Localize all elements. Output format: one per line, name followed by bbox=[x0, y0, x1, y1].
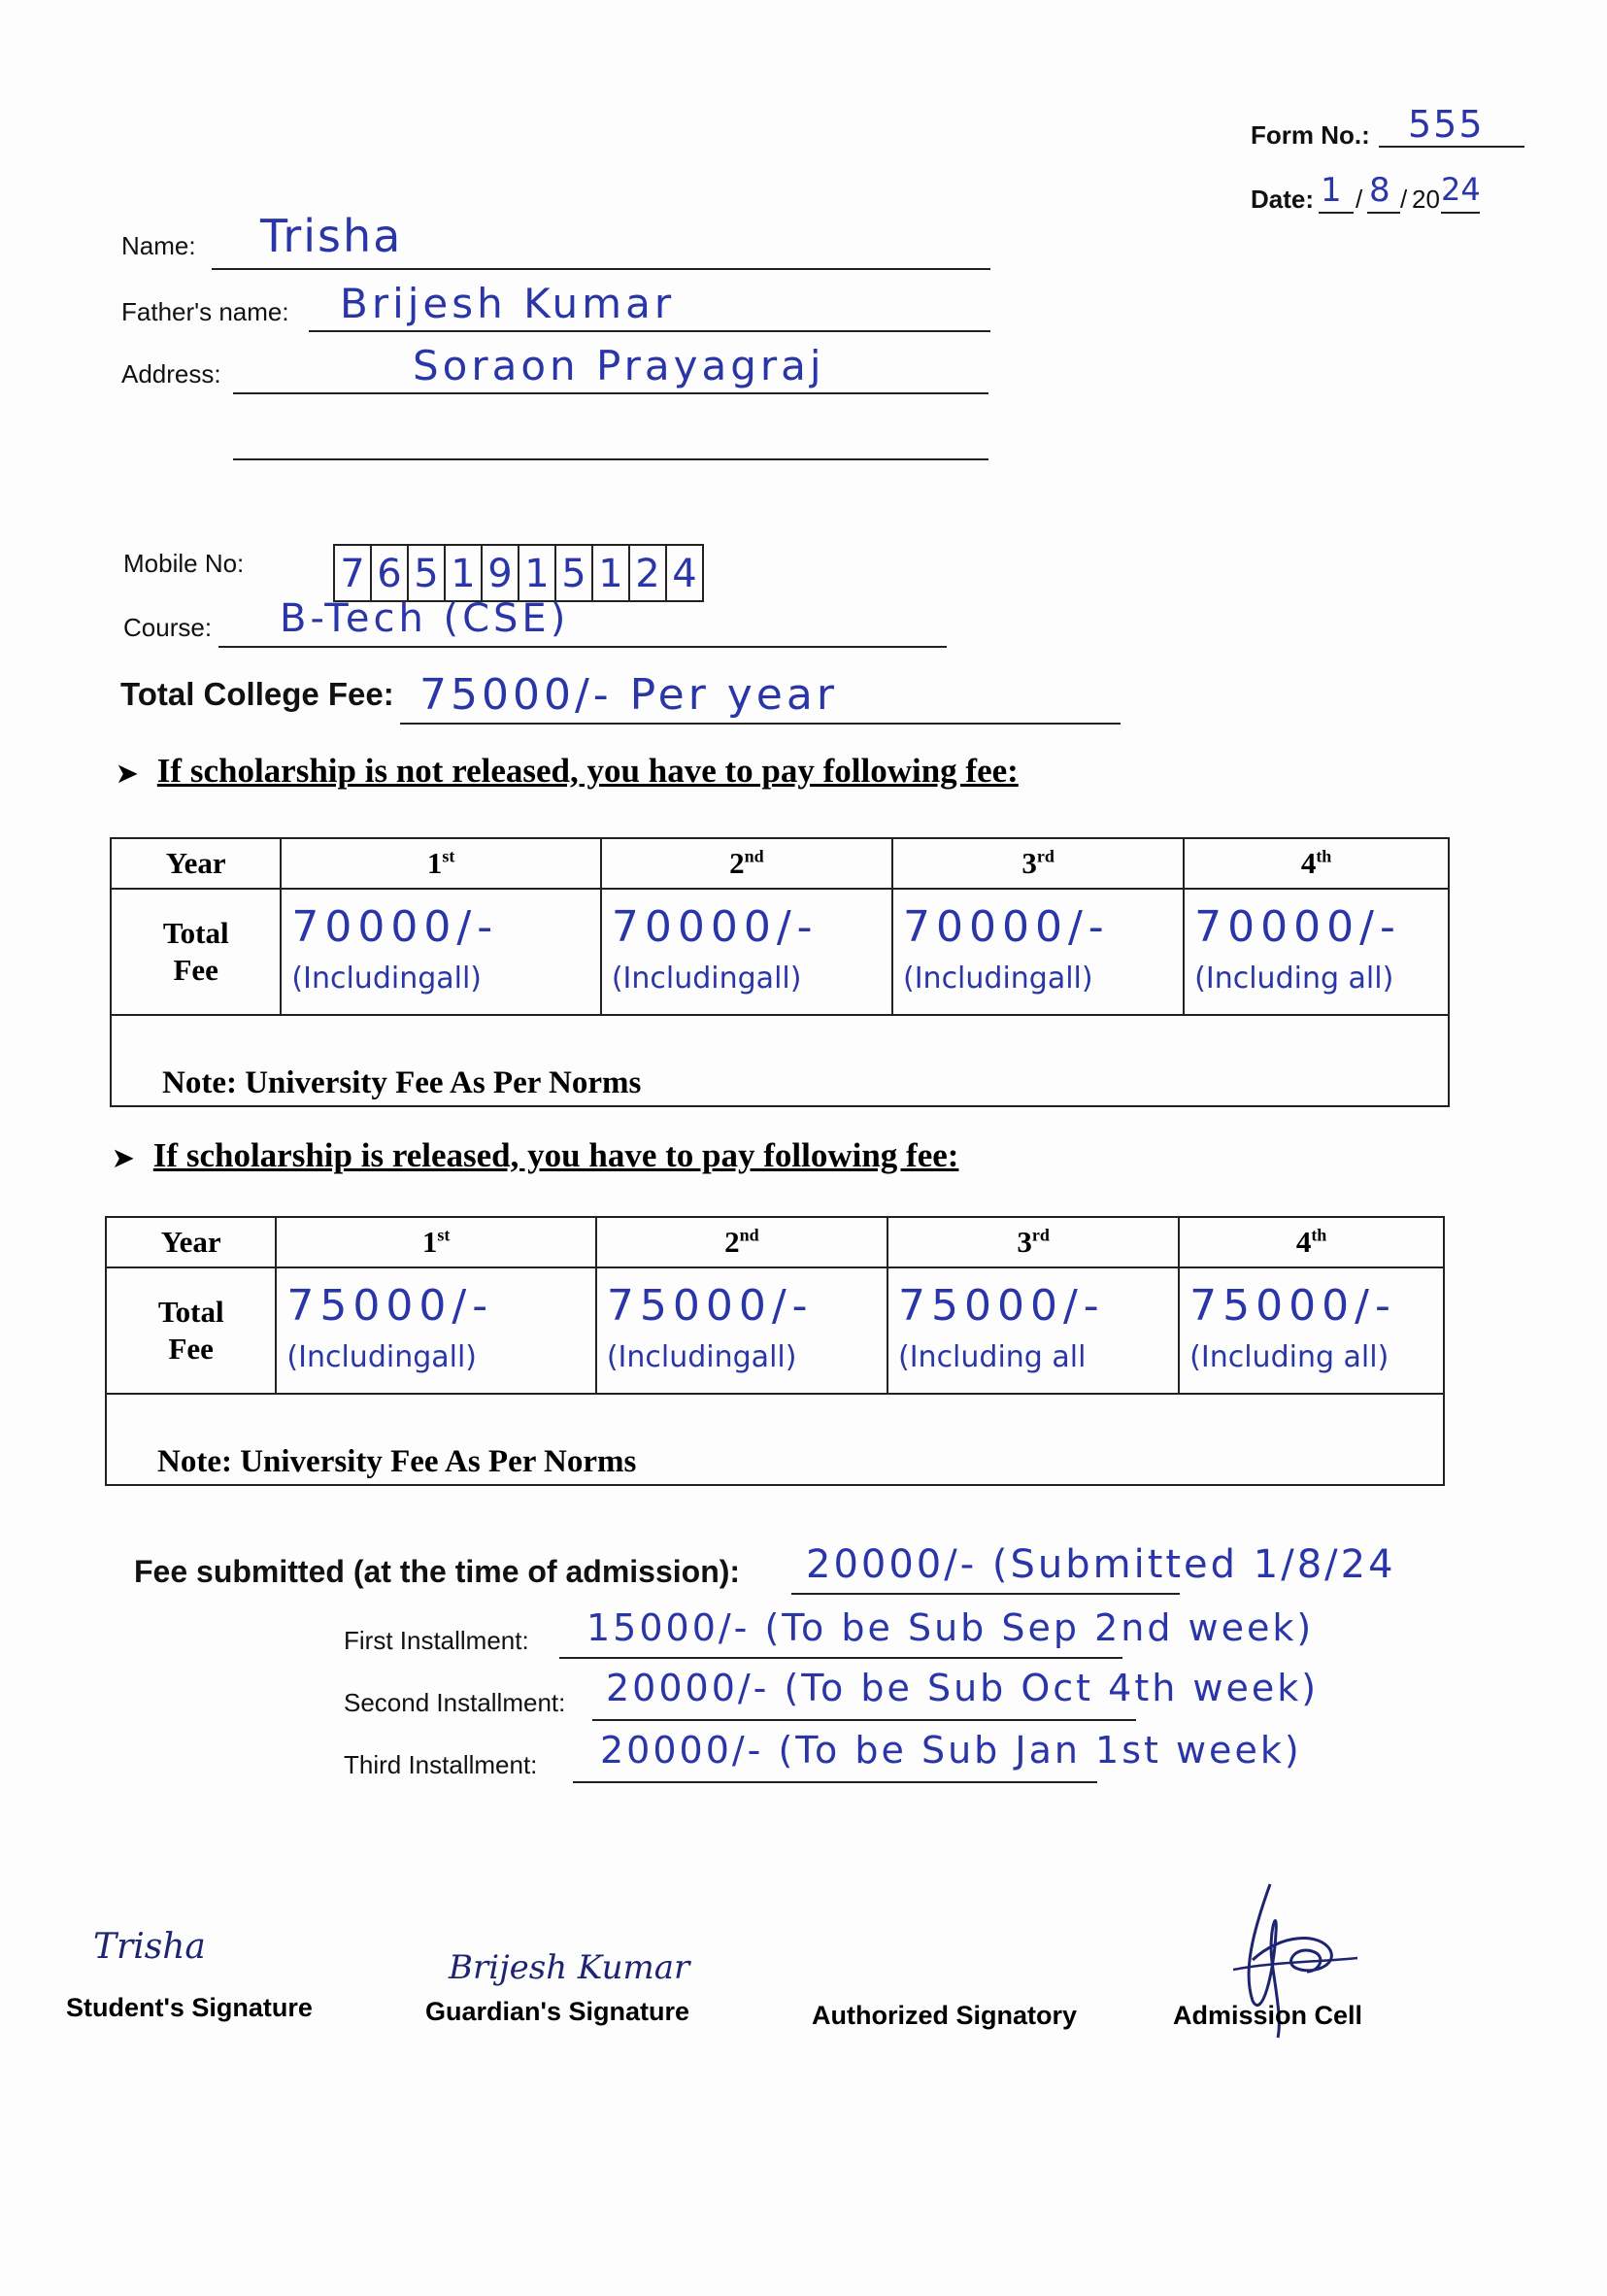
course-line bbox=[218, 646, 947, 648]
year-num: 3 bbox=[1017, 1225, 1032, 1259]
fee-submitted-line bbox=[791, 1593, 1180, 1595]
fee-note: (Includingall) bbox=[286, 1340, 478, 1374]
fee-note: (Includingall) bbox=[291, 962, 483, 996]
fee-amount: 75000/- bbox=[286, 1281, 494, 1331]
second-installment-value: 20000/- (To be Sub Oct 4th week) bbox=[606, 1667, 1320, 1709]
row-label-line: Fee bbox=[173, 953, 218, 987]
year-suffix: st bbox=[437, 1225, 451, 1245]
course-label: Course: bbox=[123, 613, 213, 642]
row-label-line: Total bbox=[162, 916, 229, 950]
table-row bbox=[111, 889, 1449, 1015]
admission-cell-label: Admission Cell bbox=[1173, 2001, 1363, 2030]
arrow-bullet-icon: ➤ bbox=[113, 1144, 134, 1172]
year-col-header bbox=[596, 1217, 887, 1267]
guardian-signature: Brijesh Kumar bbox=[449, 1948, 690, 1987]
address-line-1 bbox=[233, 392, 988, 394]
year-num: 1 bbox=[426, 846, 443, 880]
mobile-digit: 1 bbox=[593, 546, 630, 600]
mobile-label: Mobile No: bbox=[123, 549, 245, 578]
year-suffix: th bbox=[1311, 1225, 1327, 1245]
total-fee-row-label bbox=[106, 1267, 276, 1394]
father-name-label: Father's name: bbox=[121, 297, 289, 326]
date-day: 1 bbox=[1321, 171, 1344, 210]
fee-cell bbox=[276, 1267, 595, 1394]
fee-table-scholarship bbox=[105, 1216, 1445, 1486]
university-fee-note: Note: University Fee As Per Norms bbox=[111, 1015, 1449, 1106]
mobile-digit: 1 bbox=[519, 546, 556, 600]
date-year-line bbox=[1441, 212, 1480, 214]
second-installment-line bbox=[592, 1719, 1136, 1721]
fee-amount: 70000/- bbox=[291, 902, 499, 952]
fee-amount: 70000/- bbox=[903, 902, 1110, 952]
no-scholarship-heading bbox=[117, 752, 1019, 791]
year-num: 2 bbox=[729, 846, 745, 880]
year-num: 4 bbox=[1295, 1225, 1312, 1259]
date-month-line bbox=[1367, 212, 1400, 214]
name-label: Name: bbox=[121, 231, 196, 260]
table-header-row bbox=[106, 1217, 1444, 1267]
address-label: Address: bbox=[121, 359, 221, 388]
fee-amount: 75000/- bbox=[898, 1281, 1105, 1331]
fee-note: (Including all) bbox=[1194, 962, 1394, 996]
name-value: Trisha bbox=[260, 210, 403, 262]
year-col-header bbox=[892, 838, 1184, 889]
table-note-row bbox=[106, 1394, 1444, 1485]
fee-cell bbox=[1184, 889, 1449, 1015]
total-fee-row-label bbox=[111, 889, 281, 1015]
year-num: 3 bbox=[1021, 846, 1037, 880]
fee-note: (Including all) bbox=[1189, 1340, 1389, 1374]
first-installment-value: 15000/- (To be Sub Sep 2nd week) bbox=[586, 1606, 1315, 1649]
fee-submitted-value: 20000/- (Submitted 1/8/24 bbox=[806, 1542, 1396, 1587]
mobile-digit: 2 bbox=[630, 546, 667, 600]
year-header: Year bbox=[106, 1217, 276, 1267]
year-col-header bbox=[1184, 838, 1449, 889]
first-installment-label: First Installment: bbox=[344, 1626, 529, 1655]
fee-amount: 75000/- bbox=[1189, 1281, 1396, 1331]
table-header-row bbox=[111, 838, 1449, 889]
date-sep-1: / bbox=[1356, 185, 1363, 214]
row-label-line: Fee bbox=[168, 1332, 214, 1366]
year-suffix: st bbox=[442, 846, 455, 866]
date-year-suffix: 24 bbox=[1441, 171, 1481, 208]
table-note-row bbox=[111, 1015, 1449, 1106]
authorized-signatory-label: Authorized Signatory bbox=[812, 2001, 1078, 2030]
fee-cell bbox=[892, 889, 1184, 1015]
mobile-digit: 6 bbox=[372, 546, 409, 600]
year-col-header bbox=[601, 838, 892, 889]
year-suffix: th bbox=[1316, 846, 1332, 866]
scholarship-heading bbox=[113, 1136, 958, 1175]
fee-note: (Includingall) bbox=[606, 1340, 797, 1374]
third-installment-line bbox=[573, 1781, 1097, 1783]
course-value: B-Tech (CSE) bbox=[280, 596, 570, 641]
mobile-digit: 5 bbox=[409, 546, 446, 600]
fee-cell bbox=[601, 889, 892, 1015]
second-installment-label: Second Installment: bbox=[344, 1688, 566, 1717]
date-sep-2: / bbox=[1400, 185, 1408, 214]
year-col-header bbox=[276, 1217, 595, 1267]
date-month: 8 bbox=[1369, 171, 1392, 210]
total-fee-line bbox=[400, 723, 1121, 725]
mobile-digit: 4 bbox=[672, 552, 697, 596]
year-num: 1 bbox=[421, 1225, 438, 1259]
address-value: Soraon Prayagraj bbox=[413, 342, 825, 389]
year-col-header bbox=[1179, 1217, 1444, 1267]
fee-amount: 70000/- bbox=[611, 902, 819, 952]
fee-note: (Including all bbox=[898, 1340, 1087, 1374]
scholarship-heading-text: If scholarship is released, you have to pay following fee: bbox=[152, 1136, 959, 1174]
year-col-header bbox=[887, 1217, 1179, 1267]
fee-cell bbox=[887, 1267, 1179, 1394]
arrow-bullet-icon: ➤ bbox=[117, 760, 138, 788]
mobile-digit: 9 bbox=[483, 546, 519, 600]
date-label: Date: bbox=[1251, 185, 1315, 214]
form-no-line bbox=[1379, 146, 1524, 148]
total-fee-value: 75000/- Per year bbox=[419, 670, 838, 720]
fee-table-no-scholarship bbox=[110, 837, 1450, 1107]
guardian-signature-label: Guardian's Signature bbox=[425, 1997, 689, 2026]
fee-submitted-label: Fee submitted (at the time of admission): bbox=[134, 1554, 741, 1589]
row-label-line: Total bbox=[157, 1295, 224, 1329]
form-no-label: Form No.: bbox=[1251, 120, 1370, 150]
mobile-digit-boxes bbox=[333, 544, 704, 602]
father-name-value: Brijesh Kumar bbox=[340, 280, 676, 327]
year-suffix: rd bbox=[1031, 1225, 1050, 1245]
fee-amount: 75000/- bbox=[606, 1281, 814, 1331]
no-scholarship-heading-text: If scholarship is not released, you have to pay following fee: bbox=[156, 752, 1019, 790]
student-signature-label: Student's Signature bbox=[66, 1993, 313, 2022]
year-header: Year bbox=[111, 838, 281, 889]
mobile-digit: 1 bbox=[446, 546, 483, 600]
name-line bbox=[212, 268, 990, 270]
mobile-digit: 7 bbox=[335, 546, 372, 600]
student-signature: Trisha bbox=[93, 1927, 206, 1967]
fee-cell bbox=[596, 1267, 887, 1394]
fee-amount: 70000/- bbox=[1194, 902, 1401, 952]
address-line-2 bbox=[233, 458, 988, 460]
date-year-prefix: 20 bbox=[1412, 185, 1440, 214]
third-installment-label: Third Installment: bbox=[344, 1750, 538, 1779]
mobile-digit: 5 bbox=[556, 546, 593, 600]
fee-cell bbox=[1179, 1267, 1444, 1394]
father-name-line bbox=[309, 330, 990, 332]
form-no-value: 555 bbox=[1408, 103, 1485, 146]
date-day-line bbox=[1319, 212, 1354, 214]
total-fee-label: Total College Fee: bbox=[120, 676, 394, 712]
year-num: 2 bbox=[724, 1225, 740, 1259]
year-num: 4 bbox=[1300, 846, 1317, 880]
year-suffix: nd bbox=[739, 1225, 759, 1245]
table-row bbox=[106, 1267, 1444, 1394]
fee-cell bbox=[281, 889, 600, 1015]
year-suffix: nd bbox=[744, 846, 764, 866]
third-installment-value: 20000/- (To be Sub Jan 1st week) bbox=[600, 1729, 1302, 1772]
fee-note: (Includingall) bbox=[903, 962, 1093, 996]
university-fee-note: Note: University Fee As Per Norms bbox=[106, 1394, 1444, 1485]
fee-note: (Includingall) bbox=[611, 962, 802, 996]
first-installment-line bbox=[559, 1657, 1122, 1659]
year-col-header bbox=[281, 838, 600, 889]
year-suffix: rd bbox=[1036, 846, 1055, 866]
